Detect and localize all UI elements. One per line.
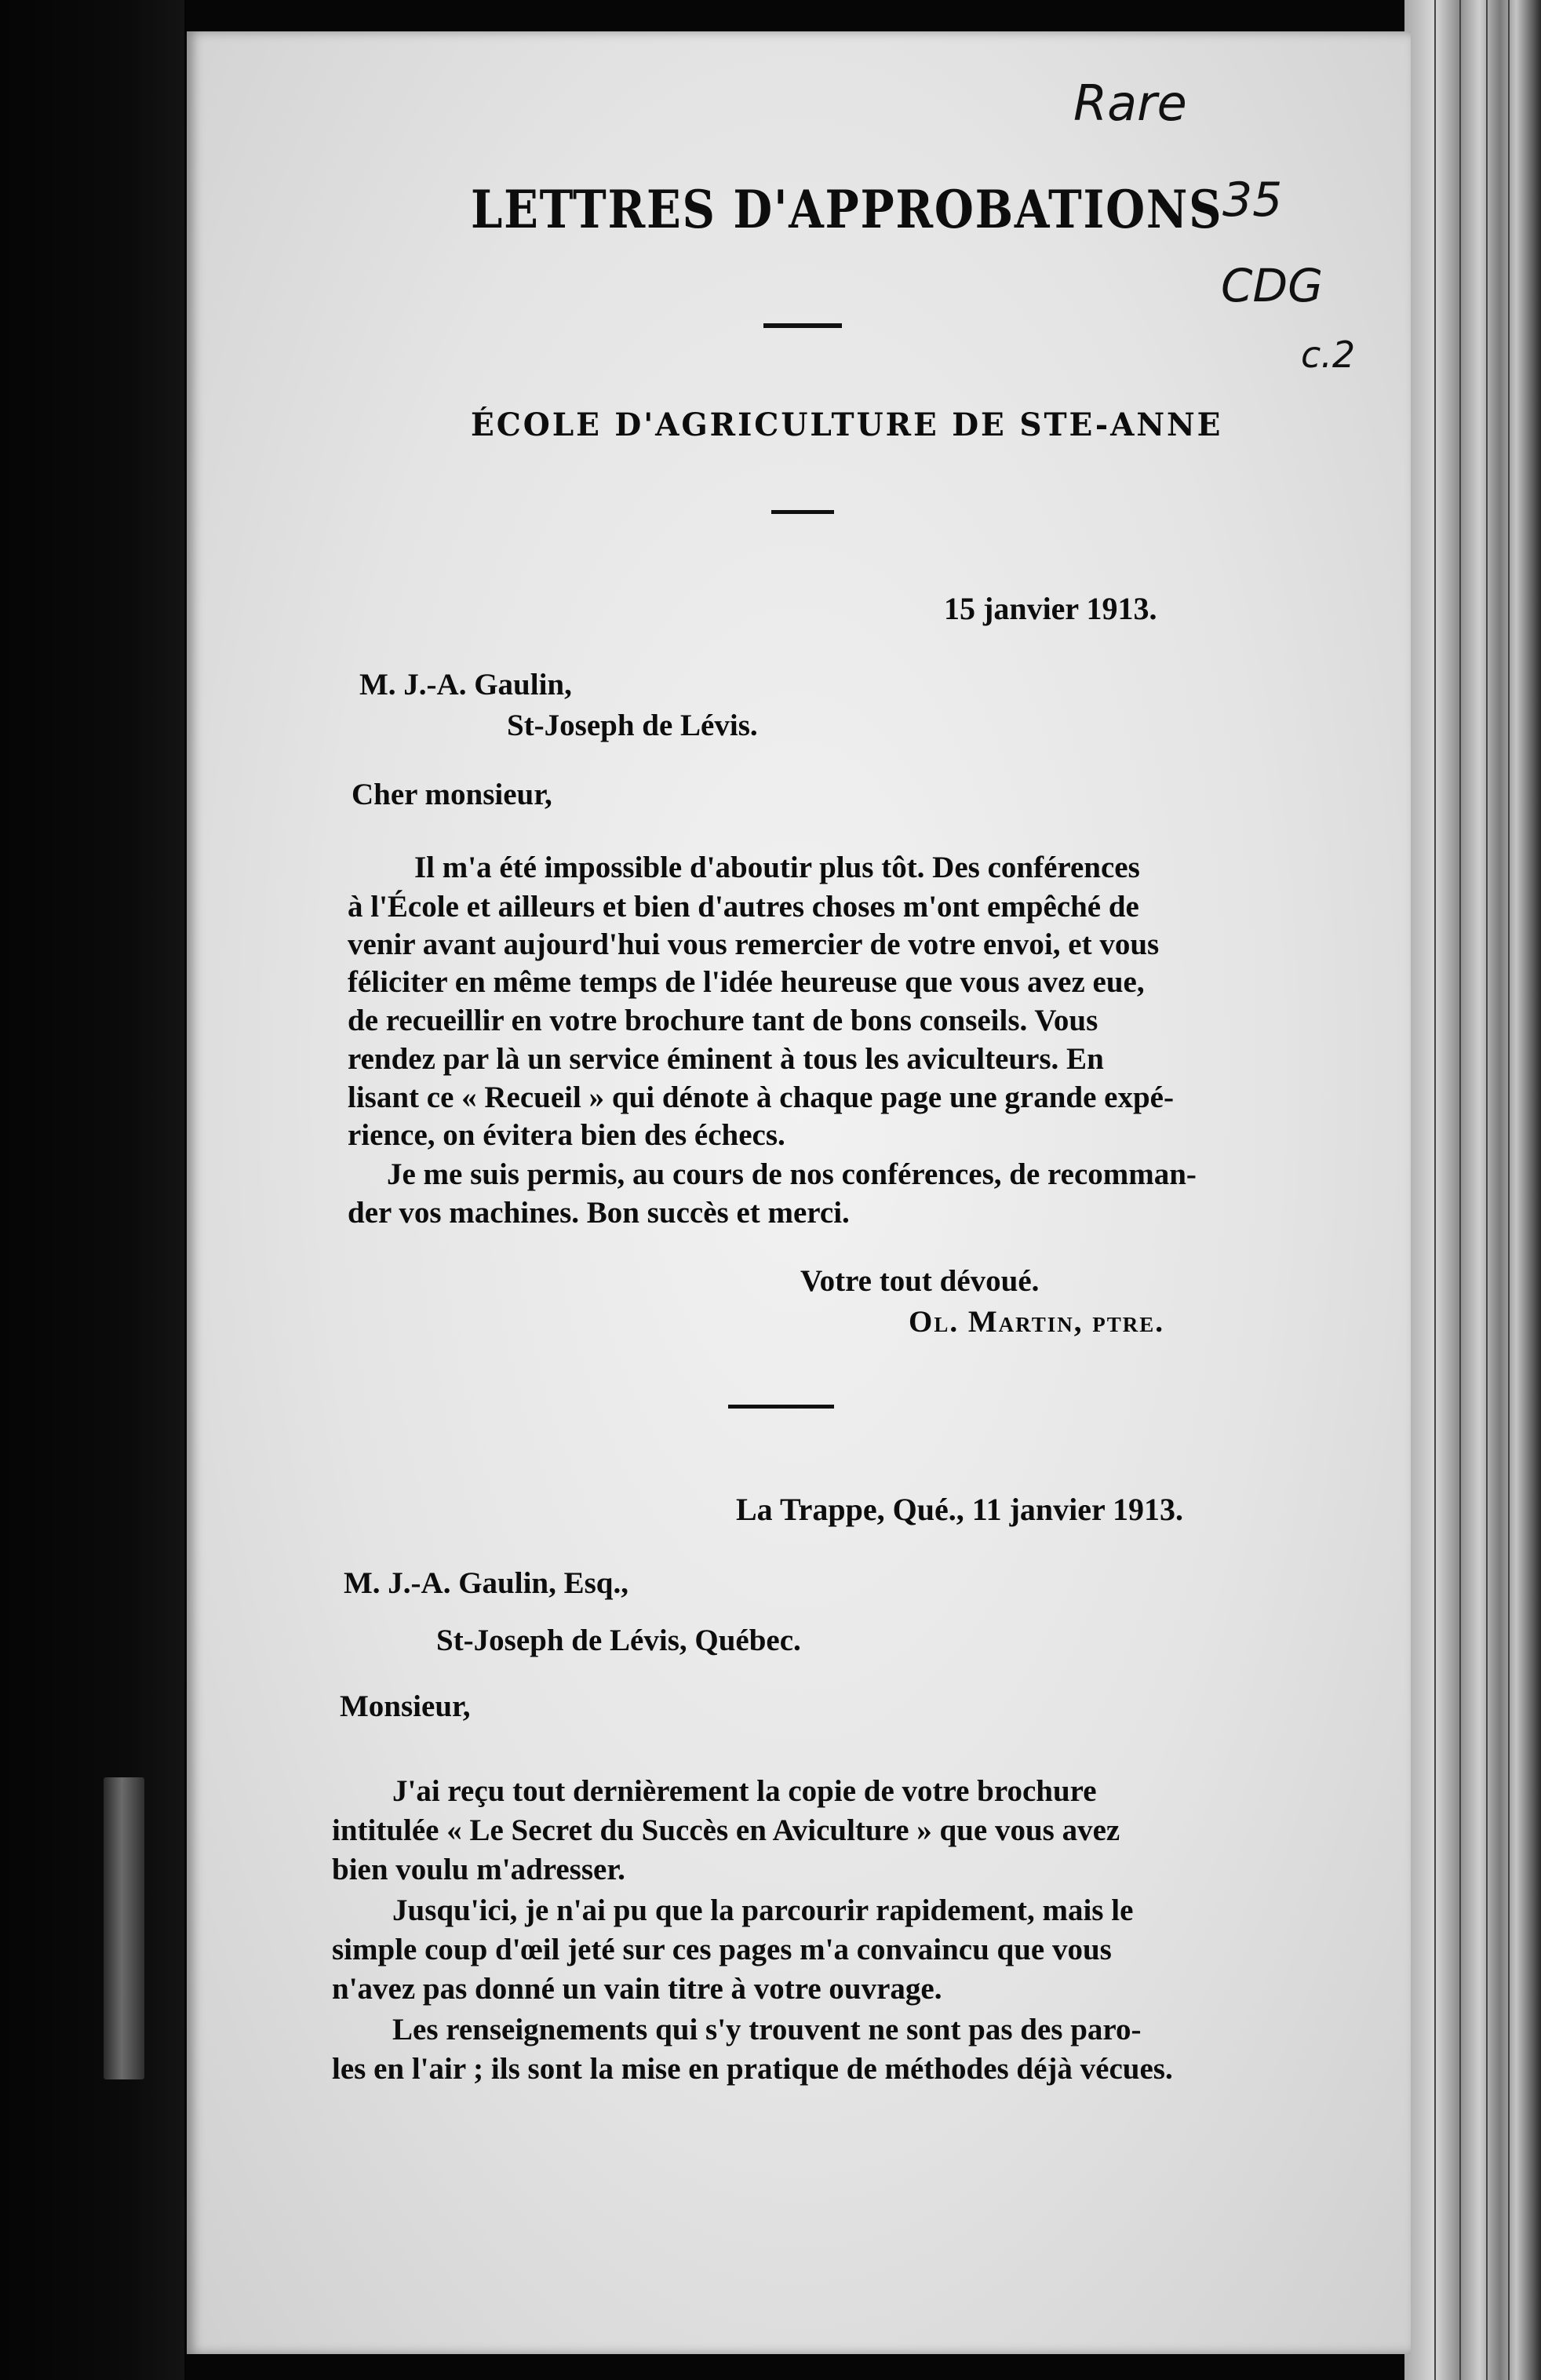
letter1-salutation: Cher monsieur, — [352, 778, 552, 811]
letter1-line: venir avant aujourd'hui vous remercier de votre envoi, et vous — [348, 928, 1160, 961]
page-title: LETTRES D'APPROBATIONS — [471, 179, 1223, 240]
handwritten-note-rare: Rare — [1073, 75, 1187, 132]
letter1-closing: Votre tout dévoué. — [800, 1264, 1040, 1298]
letter2-line: J'ai reçu tout dernièrement la copie de votre brochure — [392, 1774, 1097, 1808]
letters-divider — [728, 1405, 834, 1409]
letter2-date: La Trappe, Qué., 11 janvier 1913. — [736, 1492, 1184, 1527]
letter1-date: 15 janvier 1913. — [944, 591, 1157, 626]
page-stack-edge — [1404, 0, 1541, 2380]
letter1-line: à l'École et ailleurs et bien d'autres choses m'ont empêché de — [348, 890, 1139, 924]
letter1-line: rendez par là un service éminent à tous les aviculteurs. En — [348, 1042, 1104, 1076]
letter2-line: bien voulu m'adresser. — [332, 1853, 625, 1886]
school-divider — [771, 510, 834, 514]
letter2-line: les en l'air ; ils sont la mise en pratique de méthodes déjà vécues. — [332, 2052, 1173, 2086]
letter2-line: n'avez pas donné un vain titre à votre ouvrage. — [332, 1972, 942, 2006]
handwritten-note-copy: c.2 — [1301, 333, 1356, 376]
letter1-recipient-place: St-Joseph de Lévis. — [507, 709, 758, 742]
letter2-recipient-place: St-Joseph de Lévis, Québec. — [436, 1624, 801, 1657]
letter1-signature: Ol. Martin, ptre. — [909, 1305, 1164, 1339]
title-divider — [763, 323, 842, 328]
paper-sheet — [187, 31, 1411, 2354]
school-heading: ÉCOLE D'AGRICULTURE DE STE-ANNE — [471, 406, 1223, 443]
letter2-line: simple coup d'œil jeté sur ces pages m'a convaincu que vous — [332, 1933, 1112, 1966]
letter2-recipient-name: M. J.-A. Gaulin, Esq., — [344, 1566, 628, 1600]
letter2-line: Jusqu'ici, je n'ai pu que la parcourir rapidement, mais le — [392, 1893, 1134, 1927]
letter1-line: Je me suis permis, au cours de nos conférences, de recomman- — [387, 1157, 1197, 1191]
letter1-line: rience, on évitera bien des échecs. — [348, 1118, 785, 1152]
letter2-salutation: Monsieur, — [340, 1689, 471, 1723]
letter2-line: Les renseignements qui s'y trouvent ne sont pas des paro- — [392, 2013, 1142, 2047]
letter1-recipient-name: M. J.-A. Gaulin, — [359, 668, 572, 702]
letter1-line: lisant ce « Recueil » qui dénote à chaque page une grande expé- — [348, 1081, 1174, 1114]
handwritten-note-code: CDG — [1221, 259, 1324, 312]
letter1-line: Il m'a été impossible d'aboutir plus tôt. Des conférences — [414, 851, 1140, 884]
letter1-line: der vos machines. Bon succès et merci. — [348, 1196, 850, 1230]
letter2-line: intitulée « Le Secret du Succès en Aviculture » que vous avez — [332, 1813, 1120, 1847]
letter1-line: de recueillir en votre brochure tant de bons conseils. Vous — [348, 1004, 1098, 1037]
binding-clip — [104, 1777, 144, 2079]
handwritten-note-number: 35 — [1222, 173, 1283, 228]
binding-edge — [0, 0, 184, 2380]
letter1-line: féliciter en même temps de l'idée heureuse que vous avez eue, — [348, 965, 1145, 999]
